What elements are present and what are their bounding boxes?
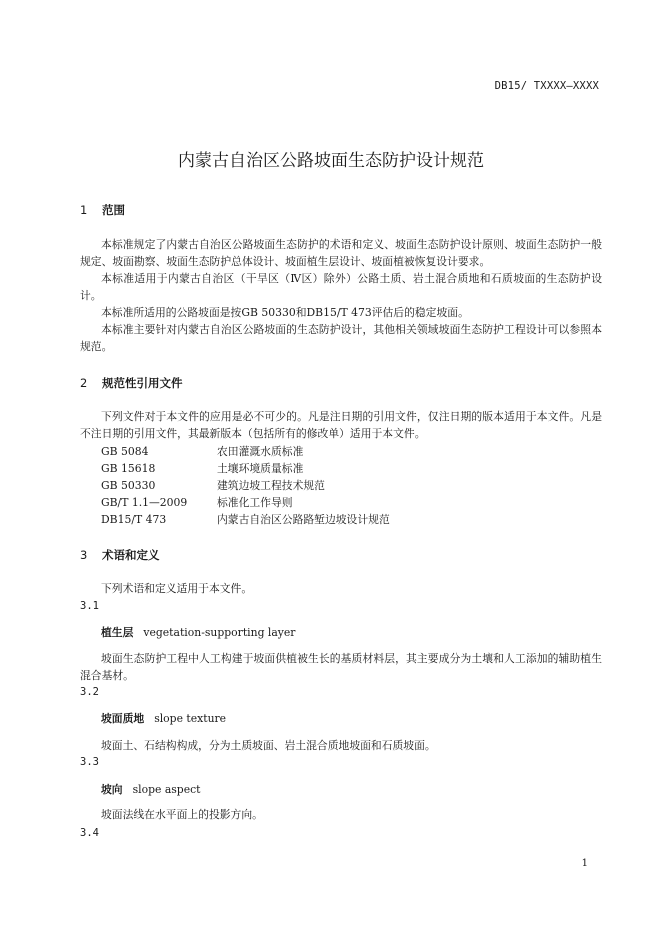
section-2-heading [80,375,183,391]
reference-title: 农田灌溉水质标准 [217,445,304,458]
scope-paragraph-1: 本标准规定了内蒙古自治区公路坡面生态防护的术语和定义、坡面生态防护设计原则、坡面生态防护一般规定、坡面勘察、坡面生态防护总体设计、坡面植生层设计、坡面植被恢复设计要求。 [80,238,602,268]
reference-row [101,495,293,510]
section-number: 2 [80,376,88,390]
section-title: 术语和定义 [102,548,160,562]
scope-paragraph-2: 本标准适用于内蒙古自治区（干旱区（Ⅳ区）除外）公路土质、岩土混合质地和石质坡面的生态防护设计。 [80,272,602,302]
references-intro: 下列文件对于本文件的应用是必不可少的。凡是注日期的引用文件，仅注日期的版本适用于本文件。凡是不注日期的引用文件，其最新版本（包括所有的修改单）适用于本文件。 [80,410,602,440]
reference-row [101,461,303,476]
section-number: 1 [80,203,88,217]
reference-row [101,444,303,459]
reference-code: GB/T 1.1—2009 [101,496,188,509]
reference-code: GB 50330 [101,479,156,492]
term-number: 3.3 [80,756,99,768]
reference-code: DB15/T 473 [101,513,167,526]
term-heading [101,782,201,797]
term-definition: 坡面土、石结构构成，分为土质坡面、岩土混合质地坡面和石质坡面。 [101,739,436,752]
scope-paragraph-3: 本标准所适用的公路坡面是按GB 50330和DB15/T 473评估后的稳定坡面。 [101,306,469,319]
term-number: 3.2 [80,686,99,698]
reference-title: 内蒙古自治区公路路堑边坡设计规范 [217,513,390,526]
page-number: 1 [581,858,588,869]
term-definition: 坡面法线在水平面上的投影方向。 [101,808,263,821]
reference-title: 土壤环境质量标准 [217,462,304,475]
term-number: 3.1 [80,600,99,612]
term-en: vegetation-supporting layer [143,626,296,639]
scope-paragraph-4: 本标准主要针对内蒙古自治区公路坡面的生态防护设计，其他相关领域坡面生态防护工程设计可以参照本规范。 [80,323,602,353]
term-heading [101,625,295,640]
section-3-heading [80,547,160,563]
reference-row [101,478,325,493]
term-zh: 植生层 [101,626,134,639]
section-1-heading [80,202,125,218]
document-code: DB15/ TXXXX—XXXX [494,80,599,92]
section-title: 范围 [102,203,126,217]
term-en: slope texture [154,712,227,725]
reference-row [101,512,390,527]
term-zh: 坡面质地 [101,712,145,725]
reference-code: GB 5084 [101,445,149,458]
document-title: 内蒙古自治区公路坡面生态防护设计规范 [178,151,484,171]
term-en: slope aspect [132,783,201,796]
section-title: 规范性引用文件 [102,376,183,390]
reference-title: 标准化工作导则 [217,496,293,509]
reference-code: GB 15618 [101,462,156,475]
term-number: 3.4 [80,827,99,839]
term-definition: 坡面生态防护工程中人工构建于坡面供植被生长的基质材料层，其主要成分为土壤和人工添加的辅助植生混合基材。 [80,652,602,682]
term-heading [101,711,226,726]
terms-intro: 下列术语和定义适用于本文件。 [101,582,253,595]
reference-title: 建筑边坡工程技术规范 [217,479,325,492]
section-number: 3 [80,548,88,562]
term-zh: 坡向 [101,783,123,796]
